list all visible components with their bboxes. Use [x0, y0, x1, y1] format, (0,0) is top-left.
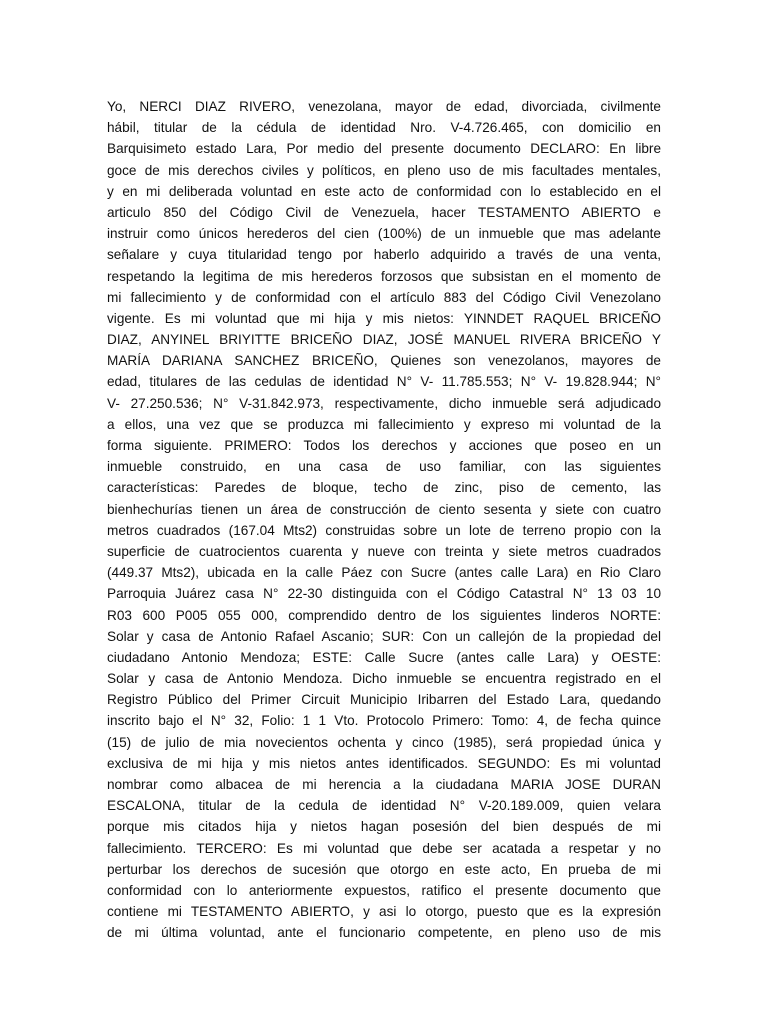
testament-text: [107, 96, 661, 944]
document-line: Parroquia Juárez casa N° 22-30 distinguida con el Código Catastral N° 13 03 10: [107, 586, 661, 602]
document-line: inmueble construido, en una casa de uso familiar, con las siguientes: [107, 459, 661, 475]
document-line: Solar y casa de Antonio Mendoza. Dicho inmueble se encuentra registrado en el: [107, 671, 661, 687]
document-line: DIAZ, ANYINEL BRIYITTE BRICEÑO DIAZ, JOSÉ MANUEL RIVERA BRICEÑO Y: [107, 332, 661, 348]
document-line: superficie de cuatrocientos cuarenta y nueve con treinta y siete metros cuadrados: [107, 543, 661, 559]
document-line: Yo, NERCI DIAZ RIVERO, venezolana, mayor de edad, divorciada, civilmente: [107, 99, 661, 114]
document-line: V- 27.250.536; N° V-31.842.973, respectivamente, dicho inmueble será adjudicado: [107, 395, 661, 411]
document-line: vigente. Es mi voluntad que mi hija y mis nietos: YINNDET RAQUEL BRICEÑO: [107, 310, 661, 326]
document-line: conformidad con lo anteriormente expuestos, ratifico el presente documento que: [107, 882, 661, 898]
document-line: y en mi deliberada voluntad en este acto de conformidad con lo establecido en el: [107, 183, 661, 199]
document-line: hábil, titular de la cédula de identidad Nro. V-4.726.465, con domicilio en: [107, 120, 661, 136]
document-line: fallecimiento. TERCERO: Es mi voluntad que debe ser acatada a respetar y no: [107, 840, 661, 856]
document-line: goce de mis derechos civiles y políticos, en pleno uso de mis facultades mentales,: [107, 162, 661, 178]
document-line: perturbar los derechos de sucesión que otorgo en este acto, En prueba de mi: [107, 861, 661, 877]
document-line: porque mis citados hija y nietos hagan posesión del bien después de mi: [107, 819, 661, 835]
document-line: (15) de julio de mia novecientos ochenta y cinco (1985), será propiedad única y: [107, 734, 661, 750]
document-line: metros cuadrados (167.04 Mts2) construidas sobre un lote de terreno propio con la: [107, 522, 661, 538]
document-line: respetando la legitima de mis herederos forzosos que subsistan en el momento de: [107, 268, 661, 284]
document-line: nombrar como albacea de mi herencia a la ciudadana MARIA JOSE DURAN: [107, 777, 661, 792]
document-line: edad, titulares de las cedulas de identidad N° V- 11.785.553; N° V- 19.828.944; N°: [107, 374, 661, 390]
document-line: (449.37 Mts2), ubicada en la calle Páez con Sucre (antes calle Lara) en Rio Claro: [107, 565, 661, 581]
document-line: Solar y casa de Antonio Rafael Ascanio; SUR: Con un callejón de la propiedad del: [107, 628, 661, 644]
document-line: ESCALONA, titular de la cedula de identidad N° V-20.189.009, quien velara: [107, 798, 661, 814]
document-line: características: Paredes de bloque, techo de zinc, piso de cemento, las: [107, 480, 661, 496]
document-line: señalare y cuya titularidad tengo por haberlo adquirido a través de una venta,: [107, 247, 661, 263]
document-line: mi fallecimiento y de conformidad con el artículo 883 del Código Civil Venezolano: [107, 289, 661, 305]
document-line: de mi última voluntad, ante el funcionario competente, en pleno uso de mis: [107, 925, 661, 941]
document-line: R03 600 P005 055 000, comprendido dentro de los siguientes linderos NORTE:: [107, 607, 661, 623]
document-line: ciudadano Antonio Mendoza; ESTE: Calle Sucre (antes calle Lara) y OESTE:: [107, 649, 661, 665]
document-line: articulo 850 del Código Civil de Venezuela, hacer TESTAMENTO ABIERTO e: [107, 204, 661, 220]
document-line: Barquisimeto estado Lara, Por medio del presente documento DECLARO: En libre: [107, 141, 661, 157]
document-line: forma siguiente. PRIMERO: Todos los derechos y acciones que poseo en un: [107, 438, 661, 453]
document-line: bienhechurías tienen un área de construcción de ciento sesenta y siete con cuatro: [107, 501, 661, 517]
document-line: a ellos, una vez que se produzca mi fallecimiento y expreso mi voluntad de la: [107, 416, 661, 432]
document-line: Registro Público del Primer Circuit Municipio Iribarren del Estado Lara, quedando: [107, 692, 661, 708]
document-line: contiene mi TESTAMENTO ABIERTO, y asi lo otorgo, puesto que es la expresión: [107, 904, 661, 920]
document-line: exclusiva de mi hija y mis nietos antes identificados. SEGUNDO: Es mi voluntad: [107, 755, 661, 771]
document-line: MARÍA DARIANA SANCHEZ BRICEÑO, Quienes son venezolanos, mayores de: [107, 353, 661, 369]
document-line: instruir como únicos herederos del cien (100%) de un inmueble que mas adelante: [107, 226, 661, 242]
document-line: inscrito bajo el N° 32, Folio: 1 1 Vto. Protocolo Primero: Tomo: 4, de fecha quince: [107, 713, 661, 729]
